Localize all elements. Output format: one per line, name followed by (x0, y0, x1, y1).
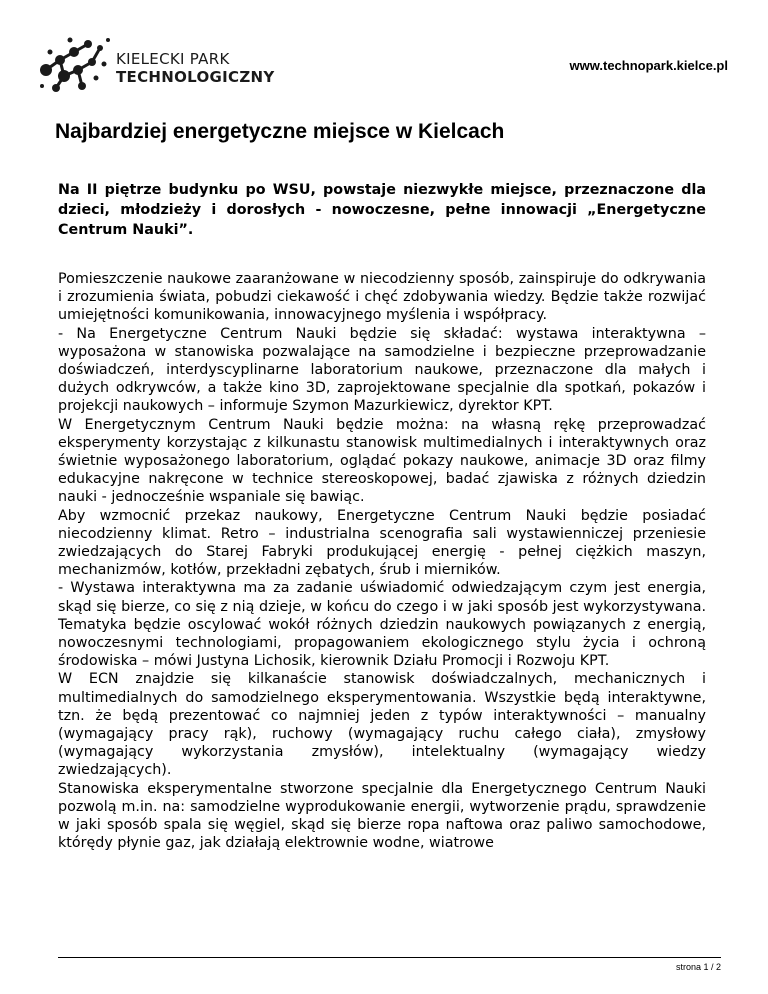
logo-line-1: KIELECKI PARK (116, 50, 230, 68)
logo-wordmark (116, 50, 275, 86)
kpt-molecule-icon (34, 30, 114, 100)
paragraph-1: Pomieszczenie naukowe zaaranżowane w niecodzienny sposób, zainspiruje do odkrywania i zrozumienia świata, pobudzi ciekawość i chęć zdobywania wiedzy. Będzie także rozwijać umiejętności komunikowania, innowacyjnego myślenia i współpracy. (58, 271, 706, 324)
paragraph-7: Stanowiska eksperymentalne stworzone specjalnie dla Energetycznego Centrum Nauki pozwolą m.in. na: samodzielne wyprodukowanie energii, wytworzenie prądu, sprawdzenie w jaki sposób spala się węgiel, skąd się bierze ropa naftowa oraz paliwo samochodowe, którędy płynie gaz, jak działają elektrownie wodne, wiatrowe (58, 780, 706, 852)
kpt-logo[interactable] (34, 30, 274, 100)
footer-divider (58, 957, 721, 958)
logo-line-2: TECHNOLOGICZNY (116, 68, 275, 86)
article-body (58, 270, 706, 853)
paragraph-4: Aby wzmocnić przekaz naukowy, Energetyczne Centrum Nauki będzie posiadać niecodzienny klimat. Retro – industrialna scenografia sali wystawienniczej przeniesie zwiedzających do Starej Fabryki produkującej energię - pełnej ciężkich maszyn, mechanizmów, kotłów, przekładni zębatych, śrub i mierników. (58, 507, 706, 579)
paragraph-6: W ECN znajdzie się kilkanaście stanowisk doświadczalnych, mechanicznych i multimedialnych do samodzielnego eksperymentowania. Wszystkie będą interaktywne, tzn. że będą prezentować co najmniej jeden z typów interaktywności – manualny (wymagający pracy rąk), ruchowy (wymagający ruchu całego ciała), zmysłowy (wymagający wykorzystania zmysłów), intelektualny (wymagający wiedzy zwiedzających). (58, 671, 706, 779)
page-title: Najbardziej energetyczne miejsce w Kielcach (55, 120, 505, 143)
paragraph-3: W Energetycznym Centrum Nauki będzie można: na własną rękę przeprowadzać eksperymenty korzystając z kilkunastu stanowisk multimedialnych i interaktywnych oraz świetnie wyposażonego laboratorium, oglądać pokazy naukowe, animacje 3D oraz filmy edukacyjne nakręcone w technice stereoskopowej, badać zjawiska z różnych dziedzin nauki - jednocześnie wspaniale się bawiąc. (58, 416, 706, 506)
paragraph-5: - Wystawa interaktywna ma za zadanie uświadomić odwiedzającym czym jest energia, skąd się bierze, co się z nią dzieje, w końcu do czego i w jaki sposób jest wykorzystywana. Tematyka będzie oscylować wokół różnych dziedzin naukowych powiązanych z energią, nowoczesnymi technologiami, propagowaniem ekologicznego stylu życia i ochroną środowiska – mówi Justyna Lichosik, kierownik Działu Promocji i Rozwoju KPT. (58, 580, 706, 670)
article-lead: Na II piętrze budynku po WSU, powstaje niezwykłe miejsce, przeznaczone dla dzieci, młodzieży i dorosłych - nowoczesne, pełne innowacji „Energetyczne Centrum Nauki”. (58, 182, 706, 238)
paragraph-2: - Na Energetyczne Centrum Nauki będzie się składać: wystawa interaktywna – wyposażona w stanowiska pozwalające na samodzielne i bezpieczne przeprowadzanie doświadczeń, interdyscyplinarne laboratorium naukowe, przeznaczone dla małych i dużych odkrywców, a także kino 3D, zaprojektowane specjalnie dla spotkań, pokazów i projekcji naukowych – informuje Szymon Mazurkiewicz, dyrektor KPT. (58, 325, 706, 415)
website-url[interactable]: www.technopark.kielce.pl (569, 58, 728, 73)
page-number: strona 1 / 2 (675, 962, 721, 972)
